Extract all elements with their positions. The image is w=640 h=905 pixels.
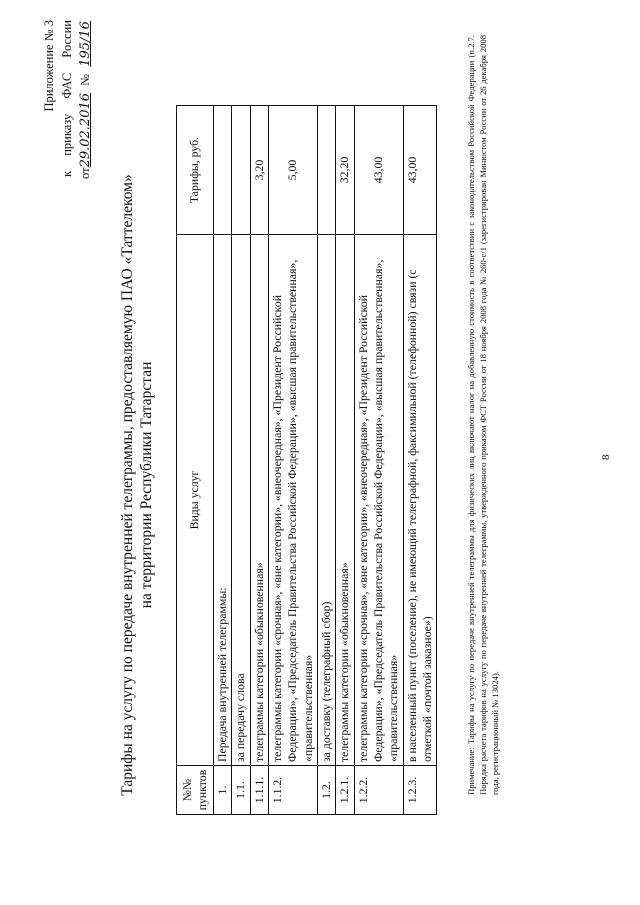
order-date-number <box>76 20 96 179</box>
appendix-header <box>40 20 96 179</box>
table-row <box>214 106 232 815</box>
row-service: за доставку (телеграфный сбор) <box>317 235 335 766</box>
document-title <box>118 155 157 815</box>
footnote: Примечание: Тарифы на услугу по передаче внутренней телеграммы для физических лиц включают налог на добавленную стоимость в соответствии с законодательством Российской Федерации (п.2.7. Порядка расчета тарифов на услугу по передаче внутренней телеграммы, утвержденного приказом ФСТ России от 18 ноября 2008 года № 260-с/1 (зарегистрирован Минюстом России от 26 декабря 2008 года, регистрационный № 13024). <box>466 35 501 795</box>
order-reference <box>58 20 76 179</box>
row-service: телеграммы категории «обыкновенная» <box>336 235 354 766</box>
table-row <box>268 106 317 815</box>
order-word: приказу <box>60 113 75 156</box>
row-num: 1.2.3. <box>403 766 437 815</box>
table-row <box>250 106 268 815</box>
row-service: телеграммы категории «обыкновенная» <box>250 235 268 766</box>
row-price: 32,20 <box>336 106 354 235</box>
row-service: телеграммы категории «срочная», «вне категории», «внеочередная», «Президент Российской Федерации», «Председатель Правительства Российской Федерации», «высшая правительственная», «правительственная» <box>268 235 317 766</box>
row-price: 43,00 <box>403 106 437 235</box>
title-line-2: на территории Республики Татарстан <box>138 361 156 609</box>
row-price <box>232 106 250 235</box>
table-header-row <box>177 106 214 815</box>
header-num: №№ пунктов <box>177 766 214 815</box>
row-num: 1.2. <box>317 766 335 815</box>
row-service: в населенный пункт (поселение), не имеющий телеграфной, факсимильной (телефонной) связи (с отметкой «почтой заказное») <box>403 235 437 766</box>
number-sign: № <box>78 73 93 86</box>
handwritten-date: 29.02.2016 <box>78 92 94 168</box>
row-service: за передачу слова <box>232 235 250 766</box>
russia-word: России <box>60 20 75 58</box>
to-word: к <box>60 170 75 177</box>
header-service: Виды услуг <box>177 235 214 766</box>
handwritten-number: 195/16 <box>78 21 94 67</box>
from-prefix: от <box>78 167 93 179</box>
row-num: 1.1.1. <box>250 766 268 815</box>
table-row <box>403 106 437 815</box>
row-price <box>214 106 232 235</box>
row-price: 5,00 <box>268 106 317 235</box>
header-price: Тарифы, руб. <box>177 106 214 235</box>
table-row <box>317 106 335 815</box>
table-row <box>232 106 250 815</box>
tariffs-table <box>176 105 437 815</box>
row-num: 1.2.2. <box>354 766 403 815</box>
appendix-label: Приложение № 3 <box>42 20 56 112</box>
title-line-1: Тарифы на услугу по передаче внутренней телеграммы, предоставляемую ПАО «Таттелеком» <box>119 174 136 796</box>
page-number: 8 <box>600 454 612 460</box>
row-num: 1.2.1. <box>336 766 354 815</box>
row-service: Передача внутренней телеграммы: <box>214 235 232 766</box>
row-num: 1. <box>214 766 232 815</box>
row-num: 1.1.2. <box>268 766 317 815</box>
row-price <box>317 106 335 235</box>
row-price: 3,20 <box>250 106 268 235</box>
table-row <box>354 106 403 815</box>
table-row <box>336 106 354 815</box>
fas-word: ФАС <box>60 72 75 99</box>
row-num: 1.1. <box>232 766 250 815</box>
row-service: телеграммы категории «срочная», «вне категории», «внеочередная», «Президент Российской Федерации», «Председатель Правительства Российской Федерации», «высшая правительственная», «правительственная» <box>354 235 403 766</box>
row-price: 43,00 <box>354 106 403 235</box>
